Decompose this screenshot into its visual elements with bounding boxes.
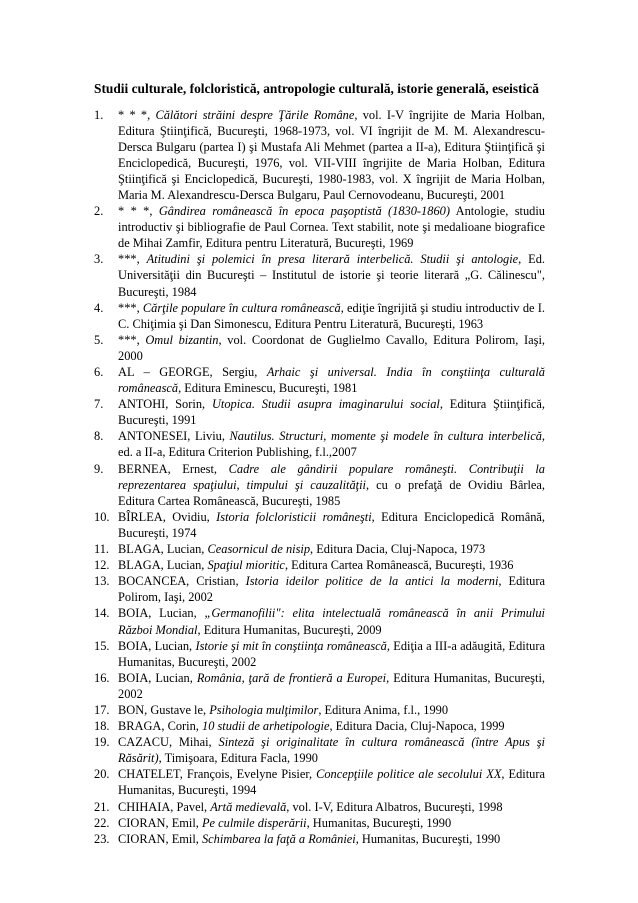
entry-text: CIORAN, Emil,: [118, 831, 202, 846]
entry-text: BOIA, Lucian,: [118, 606, 205, 621]
entry-title: Călători străini despre Ţările Române: [155, 107, 355, 122]
entry-number: 18.: [94, 719, 110, 734]
entry-text: BÎRLEA, Ovidiu,: [118, 509, 217, 524]
entry-text: * * *,: [118, 204, 159, 219]
entry-text: CHIHAIA, Pavel,: [118, 799, 211, 814]
entry-title: 10 studii de arhetipologie: [202, 719, 330, 734]
entry-text: ***,: [118, 332, 146, 347]
entry-text: , ed. a II-a, Editura Criterion Publishing, f.l.,2007: [118, 429, 545, 460]
entry-text: , ediţie îngrijită şi studiu introductiv de I. C. Chiţimia şi Dan Simonescu, Editura Pentru Literatură, Bucureşti, 1963: [118, 300, 545, 331]
bibliography-entry: [94, 396, 545, 428]
entry-text: BOIA, Lucian,: [118, 670, 197, 685]
entry-text: BLAGA, Lucian,: [118, 558, 208, 573]
entry-title: Artă medievală: [210, 799, 287, 814]
entry-number: 15.: [94, 638, 110, 653]
entry-text: , Editura Humanitas, Bucureşti, 2009: [197, 622, 382, 637]
entry-number: 6.: [94, 365, 104, 379]
bibliography-entry: [94, 815, 545, 831]
entry-number: 12.: [94, 558, 110, 573]
entry-number: 10.: [94, 509, 110, 524]
entry-number: 1.: [94, 107, 104, 122]
bibliography-entry: [94, 670, 545, 702]
entry-number: 2.: [94, 204, 104, 219]
entry-number: 20.: [94, 767, 110, 782]
entry-text: CAZACU, Mihai,: [118, 735, 219, 750]
entry-text: , vol. Coordonat de Guglielmo Cavallo, Editura Polirom, Iaşi, 2000: [118, 332, 546, 363]
entry-title: Omul bizantin: [145, 332, 219, 347]
entry-title: Ceasornicul de nisip: [207, 542, 311, 557]
entry-title: Schimbarea la faţă a României: [201, 831, 356, 846]
entry-title: Utopica. Studii asupra imaginarului social: [211, 397, 440, 412]
entry-number: 7.: [94, 397, 104, 412]
entry-number: 23.: [94, 831, 110, 846]
entry-text: , Editura Anima, f.l., 1990: [318, 702, 449, 717]
bibliography-entry: [94, 461, 545, 509]
entry-title: Psihologia mulţimilor: [209, 702, 319, 717]
bibliography-entry: [94, 734, 545, 766]
entry-text: CHATELET, François, Evelyne Pisier,: [118, 767, 317, 782]
entry-text: BOCANCEA, Cristian,: [118, 574, 246, 589]
entry-title: România, ţară de frontieră a Europei,: [196, 670, 390, 685]
entry-number: 17.: [94, 702, 110, 717]
entry-text: BRAGA, Corin,: [118, 719, 202, 734]
entry-text: Editura Humanitas, Bucureşti, 2002: [118, 670, 545, 701]
entry-title: Cărţile populare în cultura românească: [142, 300, 341, 315]
entry-text: , Ed. Universităţii din Bucureşti – Institutul de istorie şi teorie literară „G. Călinescu", Bucureşti, 1984: [118, 252, 545, 299]
entry-text: , Editura Humanitas, Bucureşti, 1994: [118, 767, 546, 798]
entry-text: BON, Gustave le,: [118, 702, 210, 717]
entry-number: 3.: [94, 252, 104, 267]
bibliography-entry: [94, 557, 545, 573]
entry-text: , Editura Polirom, Iaşi, 2002: [118, 574, 545, 605]
entry-text: , Editura Eminescu, Bucureşti, 1981: [178, 381, 358, 396]
entry-text: ***,: [118, 300, 143, 315]
bibliography-entry: [94, 831, 545, 847]
entry-number: 19.: [94, 735, 110, 750]
entry-title: Istoria ideilor politice de la antici la moderni: [245, 574, 499, 589]
bibliography-entry: [94, 799, 545, 815]
entry-text: BOIA, Lucian,: [118, 638, 196, 653]
entry-number: 16.: [94, 670, 110, 685]
entry-title: „Germanofilii": elita intelectuală românească în anii Primului Război Mondial: [118, 606, 545, 637]
entry-text: , Humanitas, Bucureşti, 1990: [306, 815, 452, 830]
bibliography-entry: [94, 766, 545, 798]
entry-number: 21.: [94, 799, 110, 814]
entry-text: , Editura Enciclopedică Română, Bucureşti, 1974: [118, 509, 545, 540]
entry-text: * * *,: [118, 107, 156, 122]
bibliography-entry: [94, 251, 545, 299]
entry-text: , Editura Ştiinţifică, Bucureşti, 1991: [118, 397, 545, 428]
document-page: [94, 80, 545, 847]
bibliography-entry: [94, 428, 545, 460]
entry-text: BERNEA, Ernest,: [118, 461, 229, 476]
bibliography-entry: [94, 541, 545, 557]
entry-title: Istoria folcloristicii româneşti: [216, 509, 372, 524]
bibliography-entry: [94, 300, 545, 332]
entry-text: , Editura Cartea Românească, Bucureşti, 1936: [284, 558, 514, 573]
entry-text: BLAGA, Lucian,: [118, 542, 208, 557]
bibliography-entry: [94, 332, 545, 364]
entry-number: 13.: [94, 574, 110, 589]
entry-text: Antologie, studiu introductiv şi bibliografie de Paul Cornea. Text stabilit, note şi medalioane biografice de Mihai Zamfir, Editura pentru Literatură, Bucureşti, 1969: [118, 204, 545, 251]
entry-text: ***,: [118, 252, 147, 267]
entry-title: Pe culmile disperării: [201, 815, 307, 830]
bibliography-entry: [94, 107, 545, 204]
bibliography-entry: [94, 605, 545, 637]
bibliography-entry: [94, 203, 545, 251]
section-heading: Studii culturale, folcloristică, antropologie culturală, istorie generală, eseistică: [94, 81, 539, 96]
entry-text: , Editura Dacia, Cluj-Napoca, 1999: [329, 719, 505, 734]
entry-title: Atitudini şi polemici în presa literară interbelică. Studii şi antologie: [146, 252, 519, 267]
entry-text: CIORAN, Emil,: [118, 815, 202, 830]
entry-text: , Humanitas, Bucureşti, 1990: [355, 831, 501, 846]
entry-text: , vol. I-V, Editura Albatros, Bucureşti, 1998: [286, 799, 503, 814]
bibliography-entry: [94, 718, 545, 734]
bibliography-entry: [94, 573, 545, 605]
entry-title: Cadre ale gândirii populare româneşti. Contribuţii la reprezentarea spaţiului, timpului şi cauzalităţii: [118, 461, 546, 492]
entry-number: 8.: [94, 429, 104, 444]
entry-text: , Timişoara, Editura Facla, 1990: [158, 751, 318, 766]
entry-number: 5.: [94, 332, 104, 347]
entry-title: Concepţiile politice ale secolului XX: [316, 767, 502, 782]
entry-text: ANTOHI, Sorin,: [118, 397, 212, 412]
bibliography-list: [94, 107, 545, 847]
entry-number: 22.: [94, 815, 110, 830]
entry-text: , Editura Dacia, Cluj-Napoca, 1973: [310, 542, 486, 557]
entry-number: 9.: [94, 461, 104, 476]
bibliography-entry: [94, 509, 545, 541]
entry-title: Istorie şi mit în conştiinţa românească,: [195, 638, 390, 653]
bibliography-entry: [94, 702, 545, 718]
entry-text: ANTONESEI, Liviu,: [118, 429, 230, 444]
entry-text: Ediţia a III-a adăugită, Editura Humanitas, Bucureşti, 2002: [118, 638, 545, 669]
entry-text: , cu o prefaţă de Ovidiu Bârlea, Editura Cartea Românească, Bucureşti, 1985: [118, 477, 545, 508]
entry-title: Gândirea românească în epoca paşoptistă (1830-1860): [158, 204, 450, 219]
entry-title: Spaţiul mioritic: [207, 558, 285, 573]
entry-title: Nautilus. Structuri, momente şi modele în cultura interbelică: [229, 429, 542, 444]
entry-number: 11.: [94, 542, 110, 557]
entry-text: AL – GEORGE, Sergiu,: [118, 365, 267, 379]
entry-number: 4.: [94, 300, 104, 315]
bibliography-entry: [94, 364, 545, 396]
entry-text: , vol. I-V îngrijite de Maria Holban, Editura Ştiinţifică, Bucureşti, 1968-1973, vol. VI îngrijit de M. M. Alexandrescu-Dersca Bulgaru (partea I) şi Mustafa Ali Mehmet (partea a II-a), Editura Ştiinţifică şi Enciclopedică, Bucureşti, 1976, vol. VII-VIII îngrijite de Maria Holban, Editura Ştiinţifică şi Enciclopedică, Bucureşti, 1980-1983, vol. X îngrijit de Maria Holban, Maria M. Alexandrescu-Dersca Bulgaru, Paul Cernovodeanu, Bucureşti, 2001: [118, 107, 545, 202]
entry-number: 14.: [94, 606, 110, 621]
entry-title: Sinteză şi originalitate în cultura românească (între Apus şi Răsărit): [118, 735, 545, 766]
entry-title: Arhaic şi universal. India în conştiinţa culturală românească: [118, 365, 545, 396]
bibliography-entry: [94, 638, 545, 670]
